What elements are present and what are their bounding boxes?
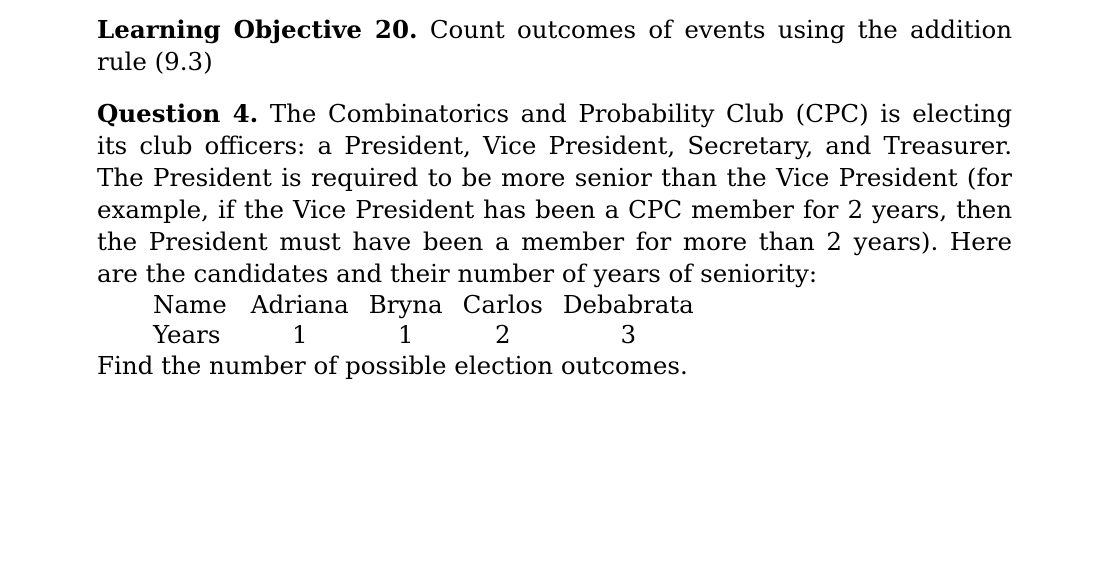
objective-label: Learning Objective 20. bbox=[97, 15, 418, 44]
table-cell-candidate: Adriana bbox=[250, 290, 349, 319]
table-header-years: Years bbox=[153, 320, 221, 349]
table-row-years bbox=[143, 320, 704, 350]
table-cell-years: 3 bbox=[620, 320, 637, 349]
seniority-table bbox=[143, 290, 704, 350]
question-prompt: Find the number of possible election outcomes. bbox=[97, 351, 688, 380]
question-label: Question 4. bbox=[97, 99, 259, 128]
learning-objective bbox=[97, 14, 1012, 78]
table-cell-years: 1 bbox=[291, 320, 308, 349]
question-paragraph bbox=[97, 98, 1012, 290]
table-row-names bbox=[143, 290, 704, 320]
question-text: The Combinatorics and Probability Club (CPC) is electing its club officers: a President, Vice President, Secretary, and Treasurer. The President is required to be more senior than the Vice President (for example, if the Vice President has been a CPC member for 2 years, then the President must have been a member for more than 2 years). Here are the candidates and their number of years of seniority: bbox=[97, 99, 1012, 288]
objective-text: Count outcomes of events using the addition rule (9.3) bbox=[97, 15, 1012, 76]
table-cell-years: 1 bbox=[397, 320, 414, 349]
table-cell-candidate: Bryna bbox=[368, 290, 443, 319]
table-header-name: Name bbox=[153, 290, 227, 319]
table-cell-years: 2 bbox=[494, 320, 511, 349]
table-cell-candidate: Debabrata bbox=[562, 290, 694, 319]
document-page bbox=[97, 14, 1012, 382]
table-cell-candidate: Carlos bbox=[462, 290, 543, 319]
